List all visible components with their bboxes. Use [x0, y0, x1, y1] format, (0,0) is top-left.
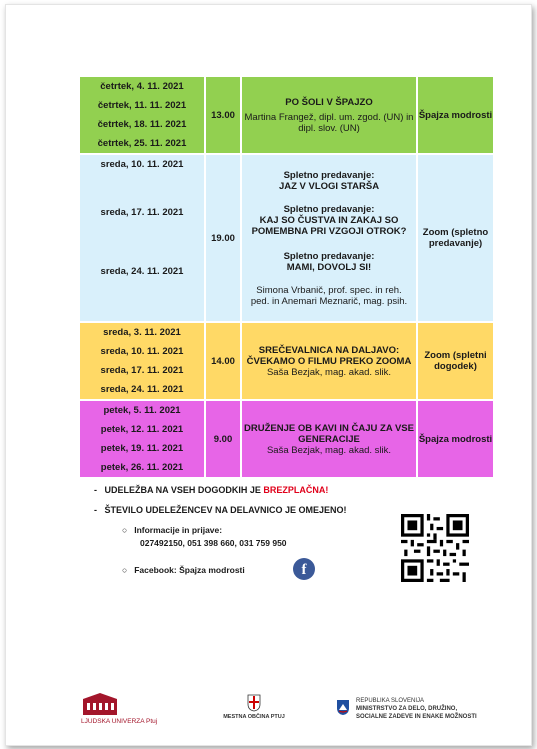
event-pre: Spletno predavanje:: [283, 250, 375, 262]
date: četrtek, 18. 11. 2021: [97, 119, 187, 130]
event-presenter: Saša Bezjak, mag. akad. slik.: [266, 444, 392, 456]
flyer-page: [5, 4, 532, 746]
event-presenter: Simona Vrbanič, prof. spec. in reh. ped. in Anemari Meznarič, mag. psih.: [250, 284, 408, 307]
location-cell: Zoom (spletni dogodek): [418, 323, 493, 399]
date: sreda, 24. 11. 2021: [100, 266, 184, 277]
schedule-row-3: [80, 323, 493, 399]
event-presenter: Martina Frangež, dipl. um. zgod. (UN) in dipl. slov. (UN): [244, 111, 414, 134]
event-cell: [242, 155, 416, 321]
ljudska-univerza-text: LJUDSKA UNIVERZA Ptuj: [81, 718, 158, 725]
facebook-icon[interactable]: f: [293, 558, 315, 580]
date: sreda, 10. 11. 2021: [100, 159, 184, 170]
ministry-line-1: REPUBLIKA SLOVENIJA: [356, 698, 425, 704]
location-cell: Zoom (spletno predavanje): [418, 155, 493, 321]
schedule-table: [78, 75, 495, 479]
note-text: ŠTEVILO UDELEŽENCEV NA DELAVNICO JE OMEJENO!: [104, 505, 347, 515]
date: petek, 19. 11. 2021: [100, 443, 184, 454]
event-title: KAJ SO ČUSTVA IN ZAKAJ SO POMEMBNA PRI VZGOJI OTROK?: [251, 214, 407, 237]
event-title: MAMI, DOVOLJ SI!: [286, 261, 372, 273]
note-limited: - ŠTEVILO UDELEŽENCEV NA DELAVNICO JE OMEJENO!: [94, 505, 347, 515]
ljudska-univerza-logo: [81, 693, 157, 725]
date: sreda, 17. 11. 2021: [100, 365, 184, 376]
event-cell: [242, 323, 416, 399]
date: četrtek, 11. 11. 2021: [97, 100, 187, 111]
facebook-text: ○ Facebook: Špajza modrosti: [122, 565, 245, 575]
schedule-row-4: [80, 401, 493, 477]
date: četrtek, 25. 11. 2021: [97, 138, 187, 149]
event-cell: [242, 77, 416, 153]
qr-code-icon[interactable]: [401, 514, 469, 582]
date: sreda, 10. 11. 2021: [100, 346, 184, 357]
date: petek, 12. 11. 2021: [100, 424, 184, 435]
time-cell: 19.00: [206, 155, 240, 321]
event-cell: [242, 401, 416, 477]
note-text: UDELEŽBA NA VSEH DOGODKIH JE: [104, 485, 264, 495]
slovenia-coat-of-arms-icon: [336, 699, 350, 716]
date: petek, 26. 11. 2021: [100, 462, 184, 473]
date: sreda, 24. 11. 2021: [100, 384, 184, 395]
info-label: ○ Informacije in prijave:: [122, 525, 223, 535]
info-phones: 027492150, 051 398 660, 031 759 950: [140, 538, 287, 548]
date: petek, 5. 11. 2021: [103, 405, 181, 416]
dates-cell: [80, 155, 204, 321]
time-cell: 13.00: [206, 77, 240, 153]
event-pre: Spletno predavanje:: [283, 203, 375, 215]
ministry-line-2: MINISTRSTVO ZA DELO, DRUŽINO,: [356, 706, 458, 712]
date: sreda, 3. 11. 2021: [103, 327, 181, 338]
mestna-obcina-text: MESTNA OBČINA PTUJ: [223, 714, 285, 720]
event-pre: Spletno predavanje:: [283, 169, 375, 181]
location-cell: Špajza modrosti: [418, 401, 493, 477]
ljudska-univerza-emblem-icon: [81, 693, 119, 715]
location-cell: Špajza modrosti: [418, 77, 493, 153]
event-title: SREČEVALNICA NA DALJAVO: ČVEKAMO O FILMU PREKO ZOOMA: [246, 344, 412, 367]
note-free-entry: - UDELEŽBA NA VSEH DOGODKIH JE BREZPLAČNA!: [94, 485, 329, 495]
date: sreda, 17. 11. 2021: [100, 207, 184, 218]
dates-cell: [80, 77, 204, 153]
time-cell: 14.00: [206, 323, 240, 399]
dates-cell: [80, 323, 204, 399]
schedule-row-1: [80, 77, 493, 153]
event-title: JAZ V VLOGI STARŠA: [278, 180, 380, 192]
ministry-line-3: SOCIALNE ZADEVE IN ENAKE MOŽNOSTI: [356, 714, 477, 720]
dates-cell: [80, 401, 204, 477]
event-title: DRUŽENJE OB KAVI IN ČAJU ZA VSE GENERACIJE: [244, 422, 414, 445]
mestna-obcina-logo: [219, 694, 289, 720]
event-presenter: Saša Bezjak, mag. akad. slik.: [266, 366, 392, 378]
schedule-row-2: [80, 155, 493, 321]
event-title: PO ŠOLI V ŠPAJZO: [285, 96, 373, 108]
ptuj-coat-of-arms-icon: [247, 694, 261, 712]
time-cell: 9.00: [206, 401, 240, 477]
note-highlight: BREZPLAČNA!: [263, 485, 329, 495]
date: četrtek, 4. 11. 2021: [100, 81, 184, 92]
